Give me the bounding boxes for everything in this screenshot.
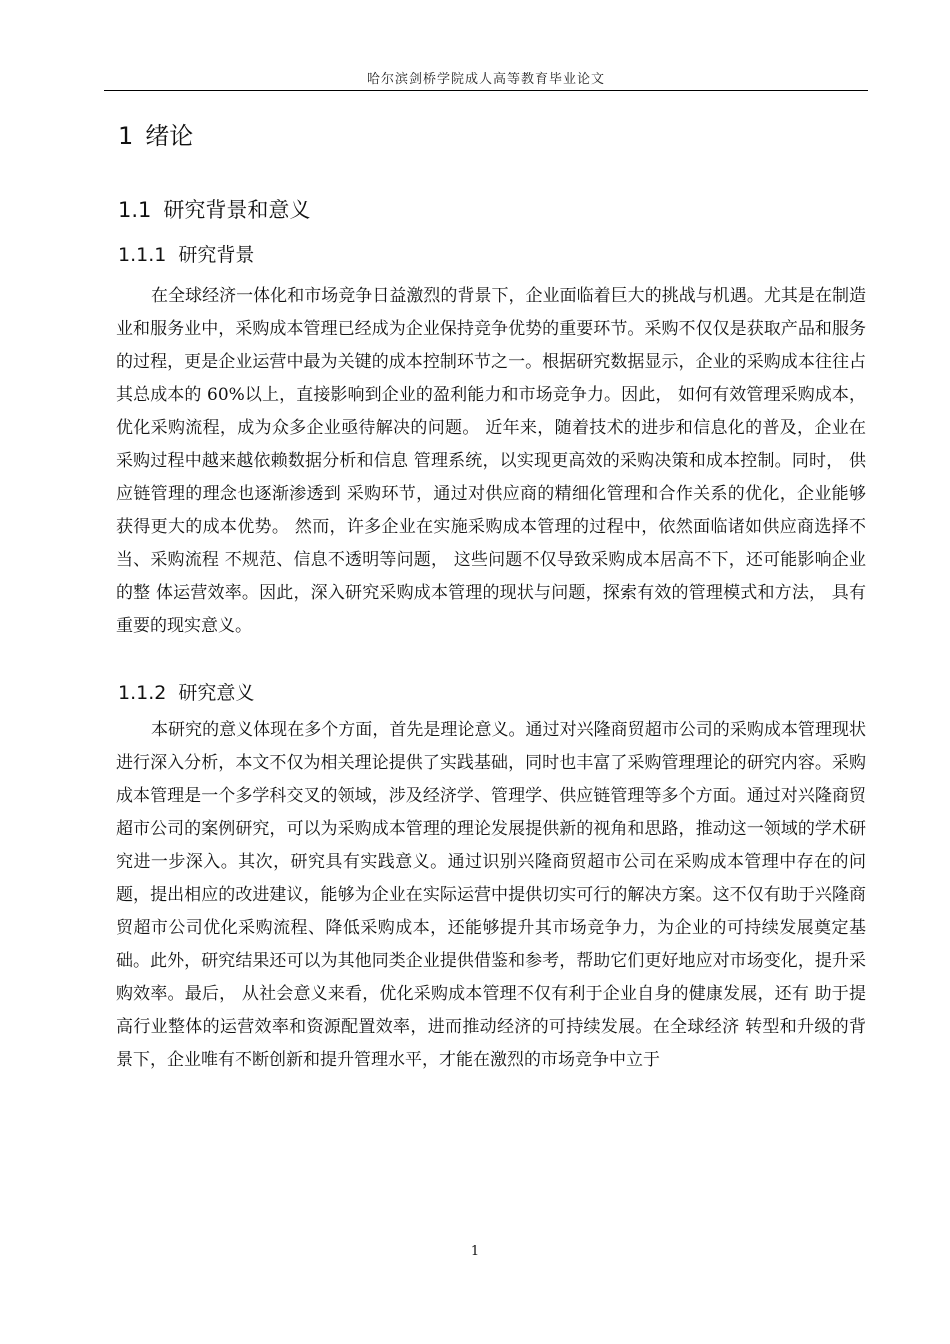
header-divider	[104, 90, 868, 91]
subsection-heading-background	[118, 240, 254, 267]
subsection-title: 研究意义	[178, 682, 255, 704]
subsection-title: 研究背景	[178, 244, 255, 266]
chapter-number: 1	[118, 122, 134, 150]
chapter-title: 绪论	[145, 122, 194, 150]
section-title: 研究背景和意义	[163, 198, 311, 222]
chapter-heading	[118, 116, 193, 151]
subsection-heading-significance	[118, 678, 254, 705]
subsection-number: 1.1.2	[118, 682, 167, 704]
subsection-number: 1.1.1	[118, 244, 167, 266]
paragraph-research-significance: 本研究的意义体现在多个方面，首先是理论意义。通过对兴隆商贸超市公司的采购成本管理现状进行深入分析，本文不仅为相关理论提供了实践基础，同时也丰富了采购管理理论的研究内容。采购成本管理是一个多学科交叉的领域，涉及经济学、管理学、供应链管理等多个方面。通过对兴隆商贸超市公司的案例研究，可以为采购成本管理的理论发展提供新的视角和思路，推动这一领域的学术研究进一步深入。其次，研究具有实践意义。通过识别兴隆商贸超市公司在采购成本管理中存在的问题，提出相应的改进建议，能够为企业在实际运营中提供切实可行的解决方案。这不仅有助于兴隆商贸超市公司优化采购流程、降低采购成本，还能够提升其市场竞争力，为企业的可持续发展奠定基础。此外，研究结果还可以为其他同类企业提供借鉴和参考，帮助它们更好地应对市场变化，提升采购效率。最后， 从社会意义来看，优化采购成本管理不仅有利于企业自身的健康发展，还有 助于提高行业整体的运营效率和资源配置效率，进而推动经济的可持续发展。在全球经济 转型和升级的背景下，企业唯有不断创新和提升管理水平，才能在激烈的市场竞争中立于	[116, 720, 866, 1070]
section-heading	[118, 194, 310, 224]
section-number: 1.1	[118, 198, 152, 222]
running-header: 哈尔滨剑桥学院成人高等教育毕业论文	[366, 72, 605, 87]
page-number: 1	[470, 1244, 480, 1259]
paragraph-research-background: 在全球经济一体化和市场竞争日益激烈的背景下，企业面临着巨大的挑战与机遇。尤其是在制造业和服务业中，采购成本管理已经成为企业保持竞争优势的重要环节。采购不仅仅是获取产品和服务的过程，更是企业运营中最为关键的成本控制环节之一。根据研究数据显示，企业的采购成本往往占其总成本的 60%以上，直接影响到企业的盈利能力和市场竞争力。因此， 如何有效管理采购成本，优化采购流程，成为众多企业亟待解决的问题。 近年来，随着技术的进步和信息化的普及，企业在采购过程中越来越依赖数据分析和信息 管理系统，以实现更高效的采购决策和成本控制。同时， 供应链管理的理念也逐渐渗透到 采购环节，通过对供应商的精细化管理和合作关系的优化，企业能够获得更大的成本优势。 然而，许多企业在实施采购成本管理的过程中，依然面临诸如供应商选择不当、采购流程 不规范、信息不透明等问题， 这些问题不仅导致采购成本居高不下，还可能影响企业的整 体运营效率。因此，深入研究采购成本管理的现状与问题，探索有效的管理模式和方法， 具有重要的现实意义。	[116, 286, 866, 636]
